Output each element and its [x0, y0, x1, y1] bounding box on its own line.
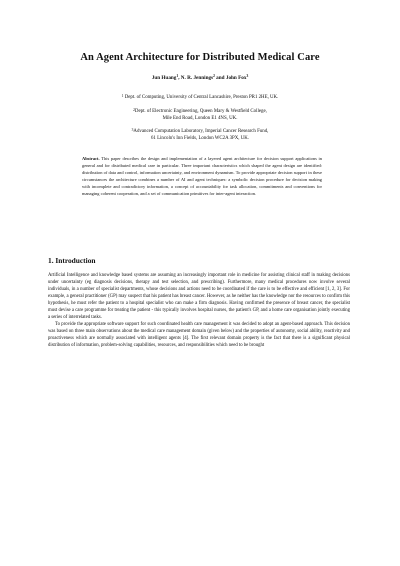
- paper-title: An Agent Architecture for Distributed Medical Care: [80, 52, 320, 63]
- affiliation-1: [0, 94, 400, 101]
- affiliation-line: Dept. of Computing, University of Central Lancashire, Preston PR1 2HE, UK.: [124, 95, 279, 100]
- section-body: [48, 272, 350, 350]
- author-name: Jun Huang: [151, 75, 177, 81]
- affiliation-line: 61 Lincoln's Inn Fields, London WC2A 3PX, UK.: [150, 136, 250, 141]
- author-name: John Fox: [225, 75, 247, 81]
- author-affiliation-mark: 2: [213, 74, 215, 78]
- author-affiliation-mark: 3: [246, 74, 249, 78]
- body-paragraph: Artificial Intelligence and knowledge based systems are assuming an increasingly important role in medicine for assisting clinical staff in making decisions under uncertainty (eg diagnosis decisions, therapy and test selection, and prescribing). Furthermore, many medical procedures now involve several individuals, in a number of specialist departments, whose decisions and actions need to be coordinated if the care is to be effective and efficient [1, 2, 3]. For example, a general practitioner (GP) may suspect that his patient has breast cancer. However, as he neither has the knowledge nor the resources to confirm this hypothesis, he must refer the patient to a hospital specialist who can make a firm diagnosis. Having confirmed the presence of breast cancer, the specialist must devise a care programme for treating the patient - this typically involves hospital nurses, the patient's GP, and a home care organisation jointly executing a series of interrelated tasks.: [48, 273, 350, 321]
- affiliation-line: Mile End Road, London E1 4NS, UK.: [162, 116, 238, 121]
- abstract-label: Abstract.: [82, 156, 100, 161]
- author-separator: ,: [178, 75, 181, 81]
- author-name: N. R. Jennings: [180, 75, 214, 81]
- section-heading: 1. Introduction: [48, 256, 96, 265]
- author-affiliation-mark: 1: [176, 74, 179, 78]
- body-paragraph: To provide the appropriate software support for such coordinated health care management it was decided to adopt an agent-based approach. This decision was based on three main observations about the medical care management domain (given below) and the properties of autonomy, social ability, reactivity and proactiveness which are normally associated with intelligent agents [4]. The first relevant domain property is the fact that there is a significant physical distribution of information, problem-solving capabilities, resources, and responsibilities which need to be brought: [48, 322, 350, 349]
- abstract: [82, 155, 322, 198]
- affiliation-mark: 1: [121, 94, 124, 98]
- abstract-text: This paper describes the design and implementation of a layered agent architecture for decision support applications in general and for distributed medical care in particular. Three important characteristics which shaped the agent design are identified: distribution of data and control, information uncertainty, and environment dynamism. To provide appropriate decision support in these circumstances the architecture combines a number of AI and agent techniques: a symbolic decision procedure for decision making with incomplete and contradictory information, a concept of accountability for task allocation, commitments and conventions for managing coherent cooperation, and a set of communication primitives for inter-agent interaction.: [82, 156, 322, 197]
- author-separator: and: [214, 75, 226, 81]
- affiliation-line: Advanced Computation Laboratory, Imperial Cancer Research Fund,: [133, 129, 269, 134]
- affiliation-2: [0, 108, 400, 122]
- affiliation-mark: 2: [133, 108, 135, 112]
- author-list: [0, 75, 400, 81]
- affiliation-3: [0, 128, 400, 142]
- affiliation-line: Dept. of Electronic Engineering, Queen Mary & Westfield College,: [134, 109, 267, 114]
- affiliation-mark: 3: [131, 128, 134, 132]
